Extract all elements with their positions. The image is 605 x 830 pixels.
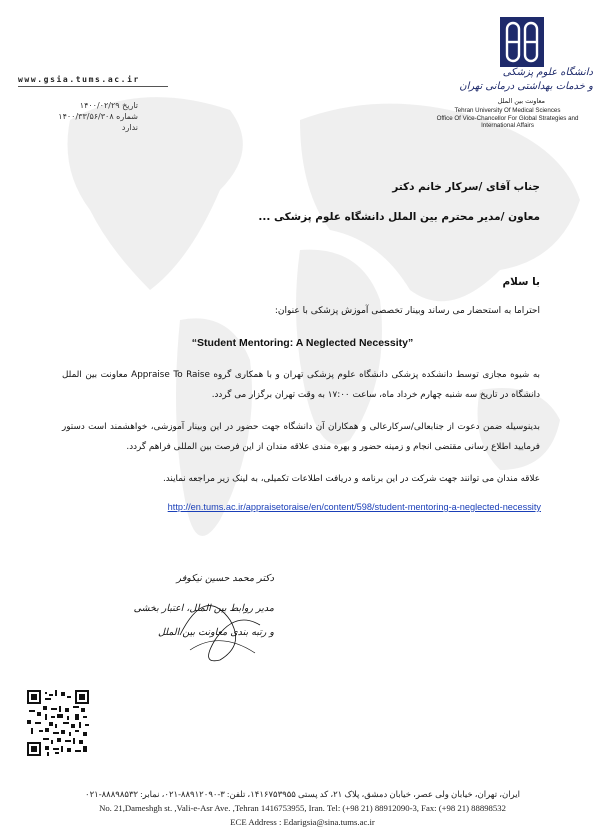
university-name-en: Tehran University Of Medical Sciences (454, 107, 561, 114)
greeting: با سلام (502, 276, 540, 288)
background-world-map (0, 60, 605, 760)
number-value: ۱۴۰۰/۳۳/۵۶/۳۰۸ (58, 112, 114, 121)
university-name-fa-line1: دانشگاه علوم پزشکی (502, 67, 593, 78)
footer-address-en: No. 21,Dameshgh st. ,Vali-e-Asr Ave. ,Tehran 1416753955, Iran. Tel: (+98 21) 88912090-3, Fax: (+98 21) 88898532 (99, 803, 506, 813)
date-value: ۱۴۰۰/۰۲/۲۹ (79, 101, 120, 110)
paragraph-3: علاقه مندان می توانند جهت شرکت در این برنامه و دریافت اطلاعات تکمیلی، به لینک زیر مراجعه نمایند. (163, 474, 540, 484)
signature-scribble-icon (157, 565, 280, 675)
university-name-fa-line2: و خدمات بهداشتی درمانی تهران (459, 81, 593, 92)
paragraph-1: به شیوه مجازی توسط دانشکده پزشکی دانشگاه علوم پزشکی تهران و با همکاری گروه Appraise To Raise معاونت بین الملل دانشگاه در تاریخ سه شنبه چهارم خرداد ماه، ساعت ۱۷:۰۰ به وقت تهران برگزار می گردد. (62, 370, 540, 400)
university-name-fa (453, 66, 593, 94)
signer-name: دکتر محمد حسین نیکوفر (176, 573, 274, 584)
office-name-en: Office Of Vice-Chancellor For Global Strategies and International Affairs (436, 114, 579, 130)
number-label: شماره (116, 112, 138, 121)
header-divider (18, 86, 168, 87)
university-name-en-block (420, 107, 595, 130)
attachment-row (28, 122, 138, 133)
footer-address-fa: ایران، تهران، خیابان ولی عصر، خیابان دمشق، پلاک ۲۱، کد پستی ۱۴۱۶۷۵۳۹۵۵، تلفن: ۳-۸۸۹۱۲۰۹۰-۰۲۱، نمابر: ۸۸۸۹۸۵۳۲-۰۲۱ (85, 789, 520, 799)
date-row (28, 100, 138, 111)
signature-block (133, 565, 280, 675)
qr-code-icon (27, 690, 89, 756)
webinar-title: “Student Mentoring: A Neglected Necessity” (191, 337, 414, 349)
footer-email: ECE Address : Edarigsia@sina.tums.ac.ir (230, 817, 375, 827)
paragraph-2: بدینوسیله ضمن دعوت از جنابعالی/سرکارعالی و همکاران آن دانشگاه جهت حضور در این وبینار آموزشی، خواهشمند است دستور فرمایید اطلاع رسانی مقتضی انجام و زمینه حضور و بهره مندی علاقه مندان از این فرصت بین المللی فراهم گردد. (62, 422, 540, 452)
vice-chancellor-fa: معاونت بین الملل (497, 97, 545, 105)
attachment-value: ندارد (121, 123, 138, 132)
university-logo-icon (500, 17, 544, 67)
webinar-link[interactable]: http://en.tums.ac.ir/appraisetoraise/en/content/598/student-mentoring-a-neglected-necessity (167, 502, 541, 512)
website-url[interactable]: www.gsia.tums.ac.ir (18, 75, 140, 84)
intro-line: احتراما به استحضار می رساند وبینار تخصصی آموزش پزشکی با عنوان: (274, 306, 540, 316)
addressee-line-1: جناب آقای /سرکار خانم دکتر (392, 181, 540, 193)
signer-role-1: مدیر روابط بین الملل، اعتبار بخشی (133, 603, 274, 614)
addressee-line-2: معاون /مدیر محترم بین الملل دانشگاه علوم پزشکی ... (258, 211, 540, 223)
date-label: تاریخ (122, 101, 138, 110)
number-row (28, 111, 138, 122)
signer-role-2: و رتبه بندی معاونت بین الملل (157, 627, 274, 638)
letter-meta (28, 100, 138, 133)
